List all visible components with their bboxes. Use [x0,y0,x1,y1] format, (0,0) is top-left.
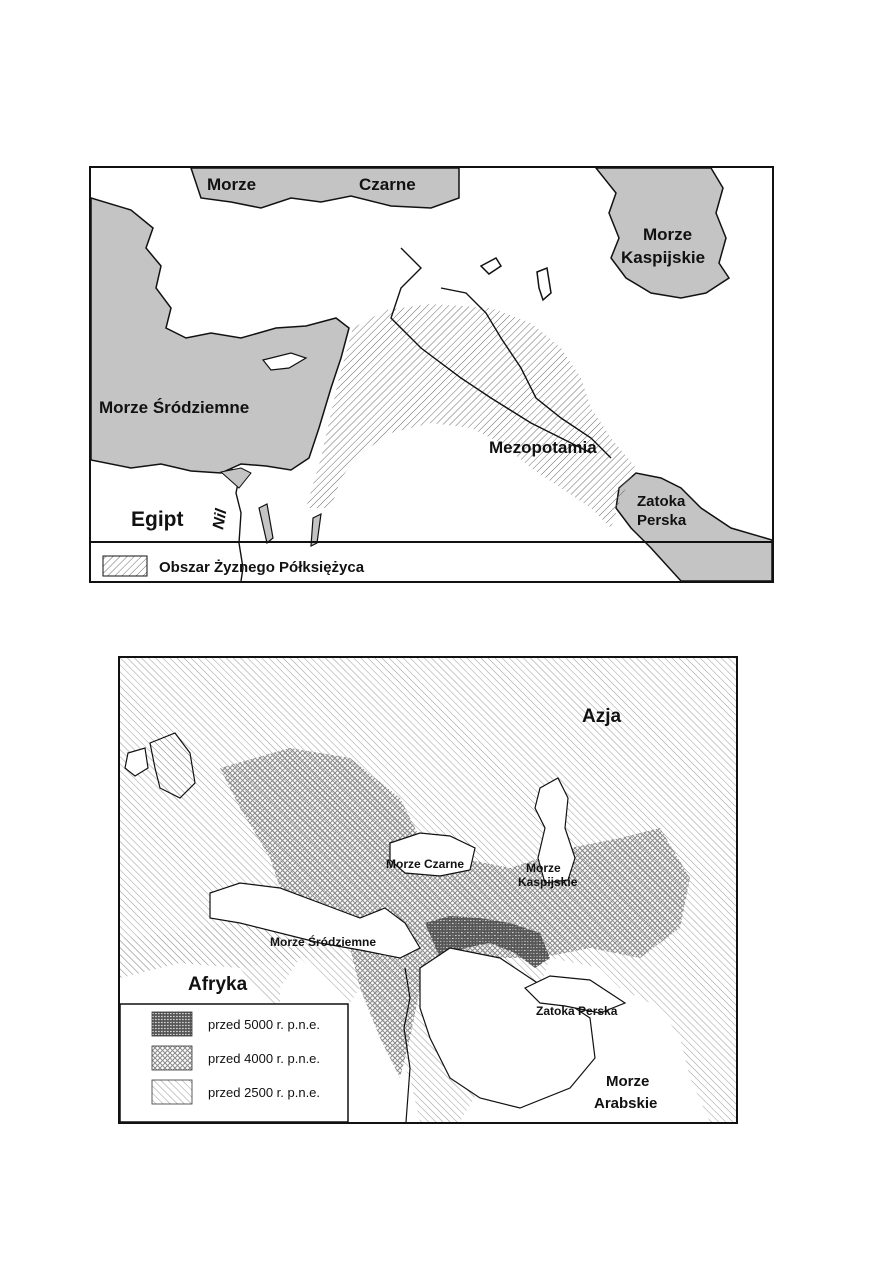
agriculture-spread-map-svg [120,658,736,1122]
legend-swatch-5000 [152,1012,192,1036]
fertile-crescent-map [89,166,774,583]
mediterranean-shape [91,198,349,473]
label-arabian-2: Arabskie [594,1095,658,1112]
label-nile: Nil [210,507,231,531]
label-gulf: Zatoka Perska [536,1004,618,1018]
label-caspian-2: Kaspijskie [621,248,706,267]
label-arabian-1: Morze [606,1073,650,1090]
agriculture-spread-map [118,656,738,1124]
label-africa: Afryka [188,974,248,995]
nile-delta [221,468,251,488]
legend-hatch-swatch [103,556,147,576]
label-gulf-1: Zatoka [637,493,686,510]
label-caspian-2: Kaspijskie [518,875,578,889]
label-egypt: Egipt [131,508,184,531]
label-caspian-1: Morze [643,225,693,244]
legend-swatch-4000 [152,1046,192,1070]
legend-label-2500: przed 2500 r. p.n.e. [208,1085,321,1100]
label-black-sea-1: Morze [207,175,257,194]
label-mediterranean: Morze Śródziemne [270,935,377,949]
lake-van [481,258,501,274]
label-asia: Azja [582,706,622,727]
legend-label: Obszar Żyznego Półksiężyca [159,559,365,576]
label-mesopotamia: Mezopotamia [489,438,597,457]
label-black-sea: Morze Czarne [386,857,465,871]
label-caspian-1: Morze [526,861,561,875]
legend-label-5000: przed 5000 r. p.n.e. [208,1017,321,1032]
legend-label-4000: przed 4000 r. p.n.e. [208,1051,321,1066]
lake-urmia [537,268,551,300]
red-sea-tip [259,504,273,543]
fertile-crescent-map-svg [91,168,772,581]
legend-swatch-2500 [152,1080,192,1104]
label-black-sea-2: Czarne [359,175,416,194]
fertile-crescent-area [306,304,636,528]
label-mediterranean: Morze Śródziemne [99,398,250,417]
label-gulf-2: Perska [637,512,687,529]
